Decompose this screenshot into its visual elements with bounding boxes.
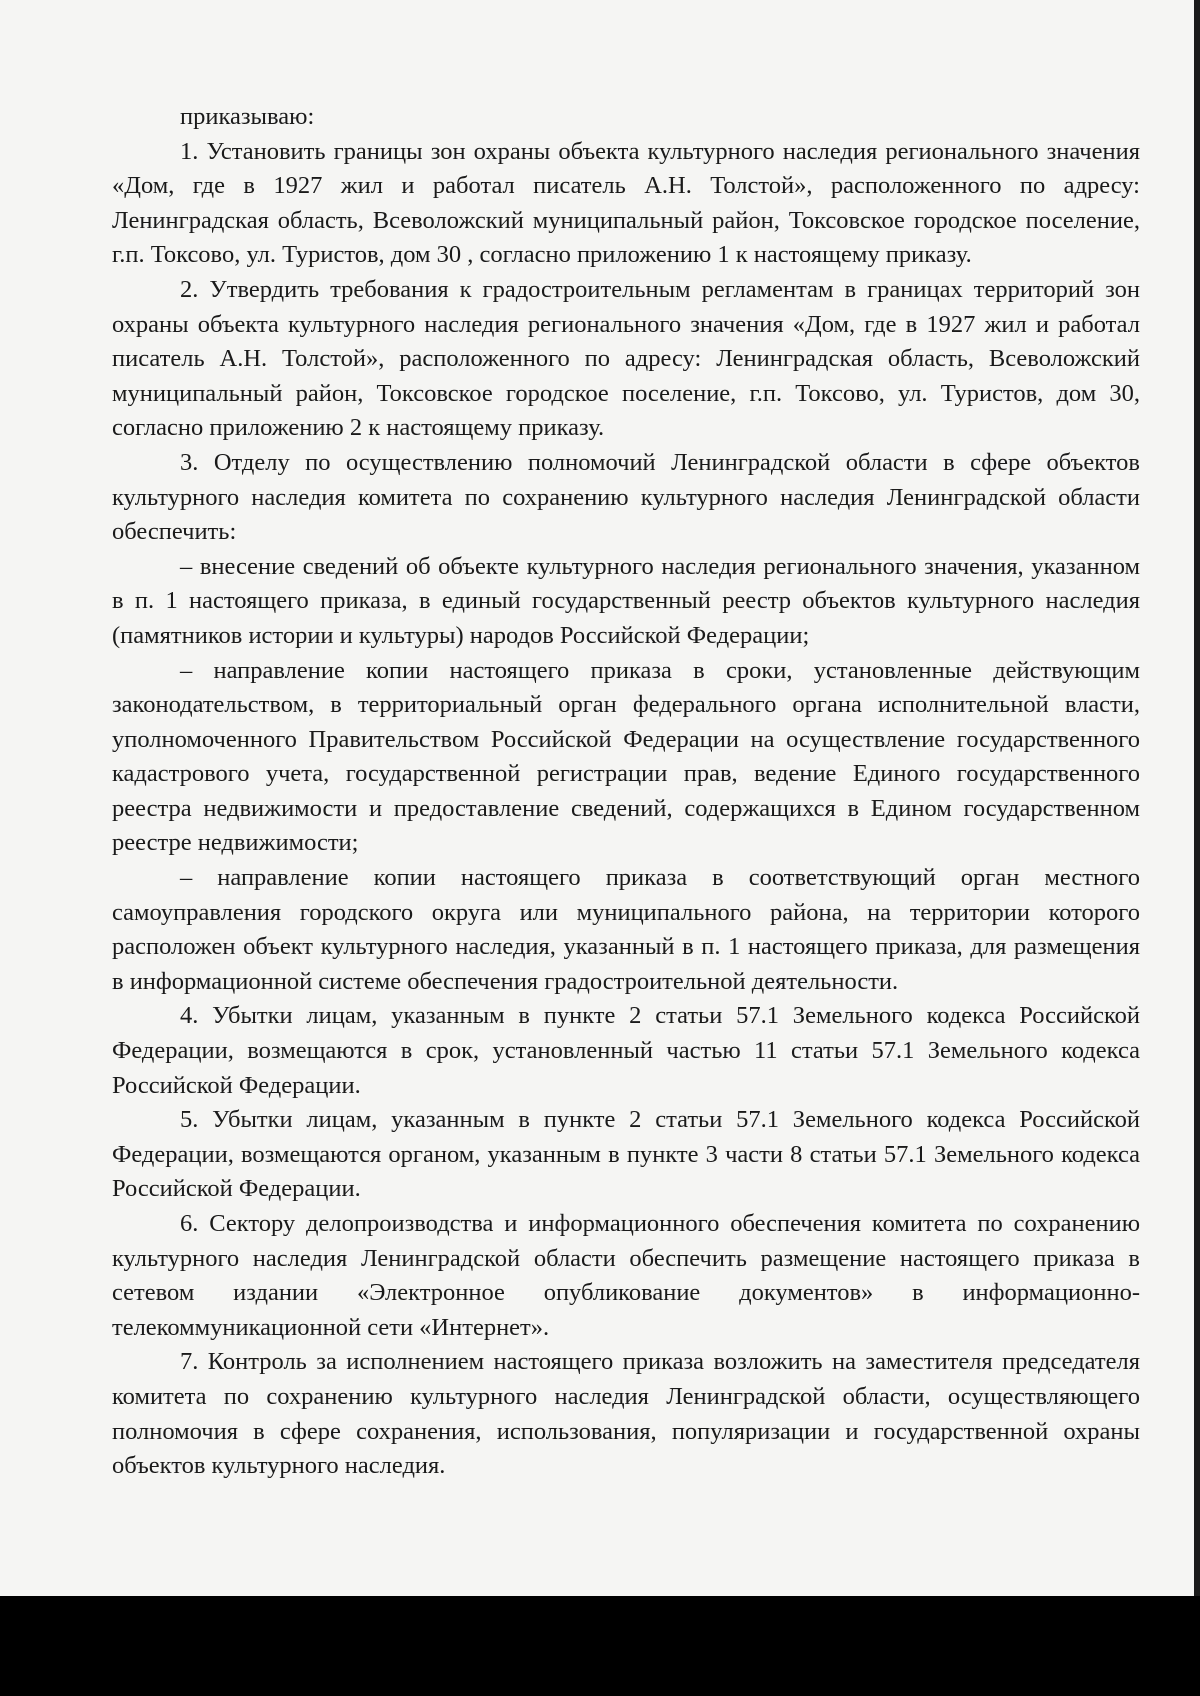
bullet-copy-to-local-organ: – направление копии настоящего приказа в соответствующий орган местного самоуправления городского округа или муниципального района, на территории которого расположен объект культурного наследия, указанный в п. 1 настоящего приказа, для размещения в информационной системе обеспечения градостроительной деятельности. <box>112 864 1140 995</box>
bullet-copy-to-federal-organ: – направление копии настоящего приказа в сроки, установленные действующим законодательством, в территориальный орган федерального органа исполнительной власти, уполномоченного Правительством Российской Федерации на осуществление государственного кадастрового учета, государственной регистрации прав, ведение Единого государственного реестра недвижимости и предоставление сведений, содержащихся в Едином государственном реестре недвижимости; <box>112 656 1140 857</box>
paragraph-item-5: 5. Убытки лицам, указанным в пункте 2 статьи 57.1 Земельного кодекса Российской Федерации, возмещаются органом, указанным в пункте 3 части 8 статьи 57.1 Земельного кодекса Российской Федерации. <box>112 1106 1140 1203</box>
intro-line: приказываю: <box>180 103 315 130</box>
bullet-registry-entry: – внесение сведений об объекте культурного наследия регионального значения, указанном в п. 1 настоящего приказа, в единый государственный реестр объектов культурного наследия (памятников истории и культуры) народов Российской Федерации; <box>112 552 1140 649</box>
paragraph-item-6: 6. Сектору делопроизводства и информационного обеспечения комитета по сохранению культурного наследия Ленинградской области обеспечить размещение настоящего приказа в сетевом издании «Электронное опубликование документов» в информационно-телекоммуникационной сети «Интернет». <box>112 1210 1140 1341</box>
paragraph-item-7: 7. Контроль за исполнением настоящего приказа возложить на заместителя председателя комитета по сохранению культурного наследия Ленинградской области, осуществляющего полномочия в сфере сохранения, использования, популяризации и государственной охраны объектов культурного наследия. <box>112 1348 1140 1480</box>
paragraph-item-4: 4. Убытки лицам, указанным в пункте 2 статьи 57.1 Земельного кодекса Российской Федерации, возмещаются в срок, установленный частью 11 статьи 57.1 Земельного кодекса Российской Федерации. <box>112 1002 1140 1099</box>
paragraph-item-3: 3. Отделу по осуществлению полномочий Ленинградской области в сфере объектов культурного наследия комитета по сохранению культурного наследия Ленинградской области обеспечить: <box>112 448 1140 546</box>
scan-bottom-border <box>0 1596 1200 1696</box>
document-body <box>112 100 1140 1484</box>
scan-edge <box>1194 0 1200 1596</box>
paragraph-item-1: 1. Установить границы зон охраны объекта культурного наследия регионального значения «Дом, где в 1927 жил и работал писатель А.Н. Толстой», расположенного по адресу: Ленинградская область, Всеволожский муниципальный район, Токсовское городское поселение, г.п. Токсово, ул. Туристов, дом 30 , согласно приложению 1 к настоящему приказу. <box>112 137 1140 269</box>
paragraph-item-2: 2. Утвердить требования к градостроительным регламентам в границах территорий зон охраны объекта культурного наследия регионального значения «Дом, где в 1927 жил и работал писатель А.Н. Толстой», расположенного по адресу: Ленинградская область, Всеволожский муниципальный район, Токсовское городское поселение, г.п. Токсово, ул. Туристов, дом 30, согласно приложению 2 к настоящему приказу. <box>112 275 1140 442</box>
